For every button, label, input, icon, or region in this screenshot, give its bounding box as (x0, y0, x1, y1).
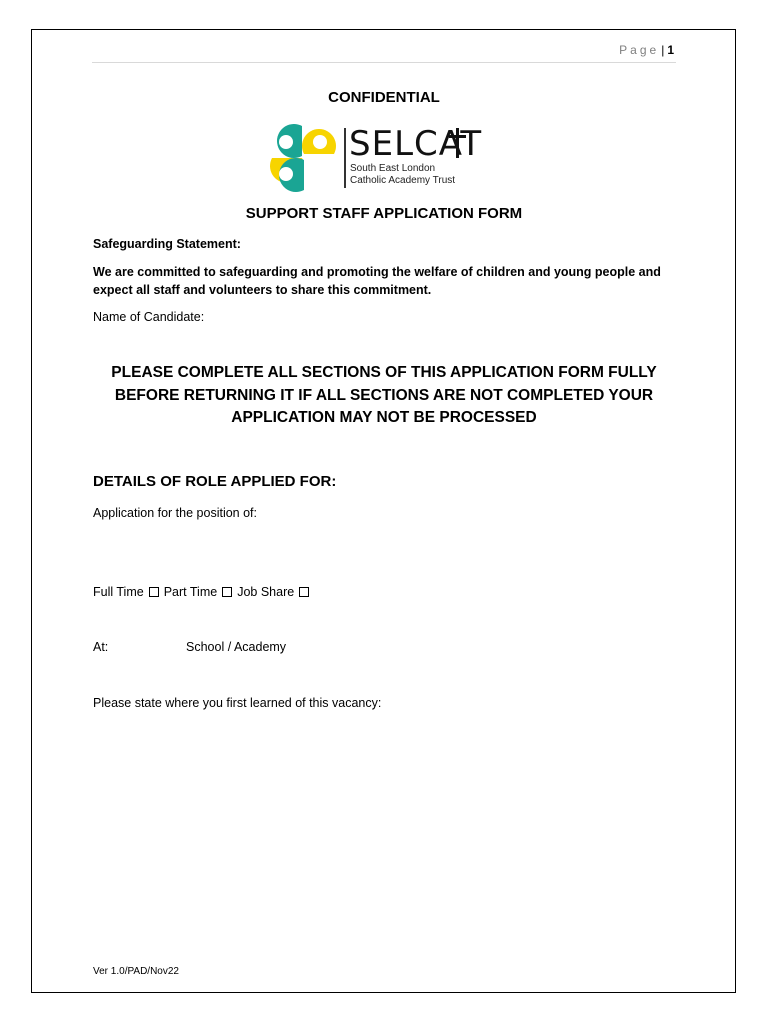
full-time-checkbox[interactable] (149, 587, 159, 597)
logo-name: SELCAT (349, 124, 483, 164)
logo-subtitle-line2: Catholic Academy Trust (350, 175, 456, 186)
full-time-label: Full Time (93, 585, 144, 599)
version-footer: Ver 1.0/PAD/Nov22 (93, 966, 179, 977)
vacancy-source-label: Please state where you first learned of this vacancy: (93, 696, 382, 710)
job-share-label: Job Share (237, 585, 295, 599)
school-academy-label: School / Academy (186, 640, 287, 654)
part-time-checkbox[interactable] (222, 587, 232, 597)
safeguarding-statement: We are committed to safeguarding and promoting the welfare of children and young people and expect all staff and volunteers to share this commitment. (93, 265, 661, 297)
position-label: Application for the position of: (93, 506, 257, 520)
page-header (92, 42, 676, 63)
confidential-label: CONFIDENTIAL (328, 89, 440, 106)
employment-type-options (93, 585, 314, 599)
page-number: 1 (667, 43, 674, 57)
page-number-indicator (619, 43, 674, 57)
page-label: Page (619, 43, 660, 57)
part-time-label: Part Time (163, 585, 218, 599)
safeguarding-heading: Safeguarding Statement: (93, 237, 241, 251)
page-separator: | (661, 43, 665, 57)
name-of-candidate-label: Name of Candidate: (93, 310, 205, 324)
job-share-checkbox[interactable] (299, 587, 309, 597)
logo-subtitle-line1: South East London (350, 163, 436, 174)
completion-warning: PLEASE COMPLETE ALL SECTIONS OF THIS APPLICATION FORM FULLY BEFORE RETURNING IT IF ALL SECTIONS ARE NOT COMPLETED YOUR APPLICATION MAY NOT BE PROCESSED (111, 364, 657, 426)
details-heading: DETAILS OF ROLE APPLIED FOR: (93, 473, 337, 490)
logo-subtitle (350, 163, 455, 187)
at-label: At: (93, 640, 109, 654)
form-title: SUPPORT STAFF APPLICATION FORM (245, 205, 523, 222)
